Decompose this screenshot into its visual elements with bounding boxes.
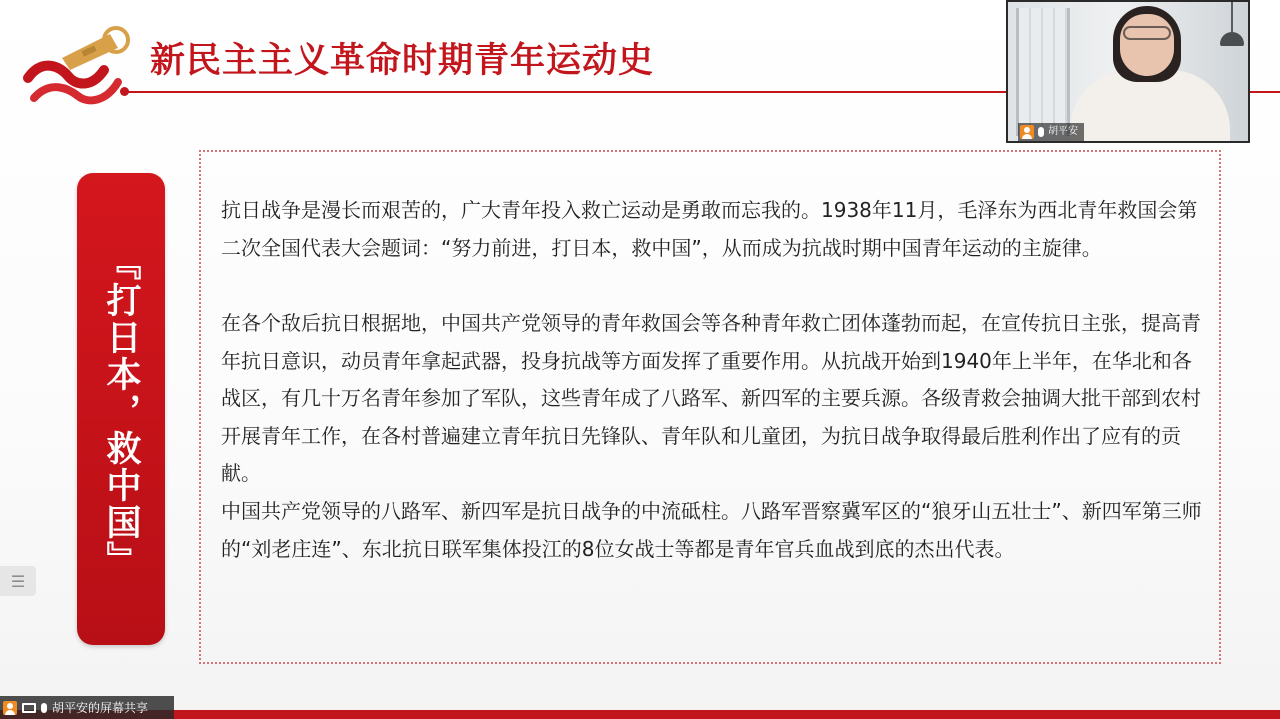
participant-name: 胡平安	[1048, 126, 1078, 137]
screen-share-label: 胡平安的屏幕共享	[52, 701, 149, 715]
mic-icon[interactable]	[41, 703, 47, 713]
paragraph-1: 抗日战争是漫长而艰苦的，广大青年投入救亡运动是勇敢而忘我的。1938年11月，毛泽东为西北青年救国会第二次全国代表大会题词：“努力前进，打日本，救中国”，从而成为抗战时期中国青年运动的主旋律。	[221, 198, 1198, 260]
slogan-panel	[77, 173, 165, 645]
paragraph-3: 中国共产党领导的八路军、新四军是抗日战争的中流砥柱。八路军晋察冀军区的“狼牙山五壮士”、新四军第三师的“刘老庄连”、东北抗日联军集体投江的8位女战士等都是青年官兵血战到底的杰出代表。	[221, 499, 1202, 561]
participant-video-tile[interactable]	[1006, 0, 1250, 143]
participant-label	[1018, 123, 1084, 141]
avatar-icon	[3, 701, 17, 715]
screen-share-icon	[22, 703, 36, 713]
avatar-icon	[1020, 125, 1034, 139]
screen-share-indicator[interactable]	[0, 696, 174, 719]
background-window	[1016, 8, 1070, 136]
lamp-cord	[1231, 2, 1233, 32]
paragraph-2: 在各个敌后抗日根据地，中国共产党领导的青年救国会等各种青年救亡团体蓬勃而起，在宣传抗日主张，提高青年抗日意识，动员青年拿起武器，投身抗战等方面发挥了重要作用。从抗战开始到1940年上半年，在华北和各战区，有几十万名青年参加了军队，这些青年成了八路军、新四军的主要兵源。各级青救会抽调大批干部到农村开展青年工作，在各村普遍建立青年抗日先锋队、青年队和儿童团，为抗日战争取得最后胜利作出了应有的贡献。	[221, 311, 1201, 485]
person-glasses	[1123, 26, 1171, 40]
person-face	[1120, 14, 1174, 76]
slide-bottom-bar	[0, 710, 1280, 719]
list-menu-icon: ☰	[10, 571, 26, 591]
trumpet-ribbon-logo-icon	[22, 18, 132, 110]
pendant-lamp	[1220, 32, 1244, 46]
slide-title: 新民主主义革命时期青年运动史	[150, 41, 655, 81]
side-menu-button[interactable]	[0, 566, 36, 596]
content-box	[199, 150, 1221, 664]
video-feed	[1008, 2, 1248, 141]
slogan-text: 『打日本，救中国』	[101, 245, 141, 578]
mic-icon[interactable]	[1038, 127, 1044, 137]
